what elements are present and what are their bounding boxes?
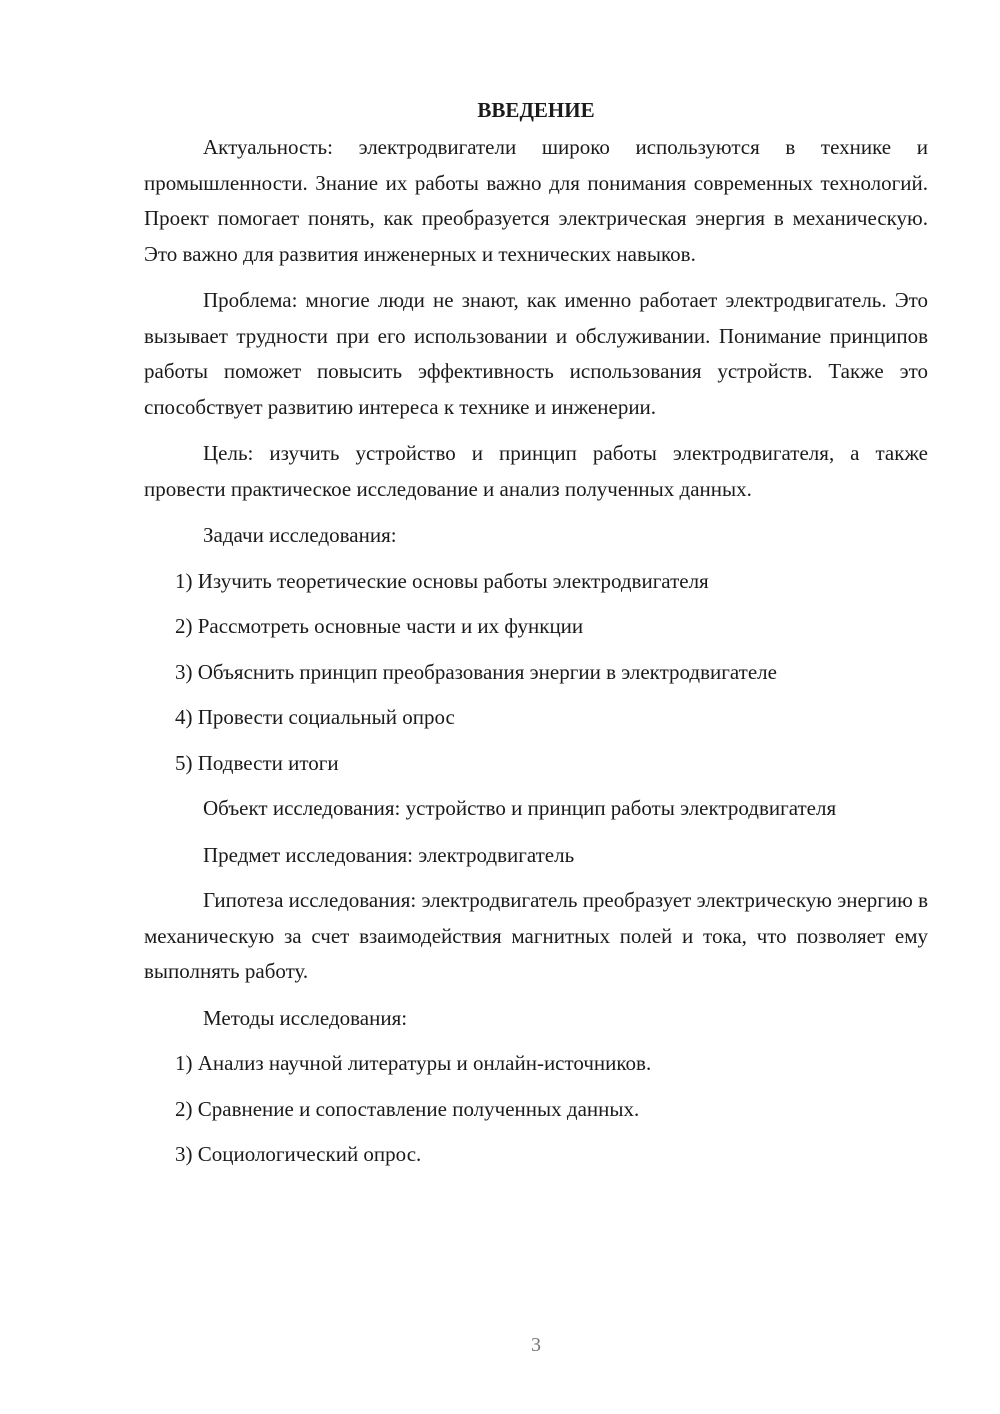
- methods-heading: Методы исследования:: [203, 1005, 408, 1030]
- task-item: 3) Объяснить принцип преобразования энергии в электродвигателе: [175, 659, 777, 684]
- method-item: 3) Социологический опрос.: [175, 1142, 422, 1166]
- method-item: 1) Анализ научной литературы и онлайн-источников.: [175, 1051, 652, 1075]
- page-number: 3: [531, 1334, 541, 1356]
- task-item: 5) Подвести итоги: [175, 750, 339, 775]
- section-title: ВВЕДЕНИЕ: [477, 98, 595, 122]
- goal-paragraph: Цель: изучить устройство и принцип работы электродвигателя, а также провести практическое исследование и анализ полученных данных.: [144, 441, 928, 501]
- document-page: [144, 92, 928, 1183]
- tasks-heading: Задачи исследования:: [203, 523, 397, 547]
- task-item: 4) Провести социальный опрос: [175, 705, 455, 729]
- subject-line: Предмет исследования: электродвигатель: [203, 842, 575, 867]
- relevance-paragraph: Актуальность: электродвигатели широко используются в технике и промышленности. Знание их работы важно для понимания современных технологий. Проект помогает понять, как преобразуется электрическая энергия в механическую. Это важно для развития инженерных и технических навыков.: [144, 135, 928, 266]
- method-item: 2) Сравнение и сопоставление полученных данных.: [175, 1096, 640, 1121]
- task-item: 2) Рассмотреть основные части и их функции: [175, 614, 584, 638]
- object-paragraph: Объект исследования: устройство и принцип работы электродвигателя: [203, 796, 837, 820]
- hypothesis-paragraph: Гипотеза исследования: электродвигатель преобразует электрическую энергию в механическую за счет взаимодействия магнитных полей и тока, что позволяет ему выполнять работу.: [144, 888, 928, 983]
- problem-paragraph: Проблема: многие люди не знают, как именно работает электродвигатель. Это вызывает трудности при его использовании и обслуживании. Понимание принципов работы поможет повысить эффективность использования устройств. Также это способствует развитию интереса к технике и инженерии.: [144, 288, 928, 419]
- task-item: 1) Изучить теоретические основы работы электродвигателя: [175, 568, 709, 593]
